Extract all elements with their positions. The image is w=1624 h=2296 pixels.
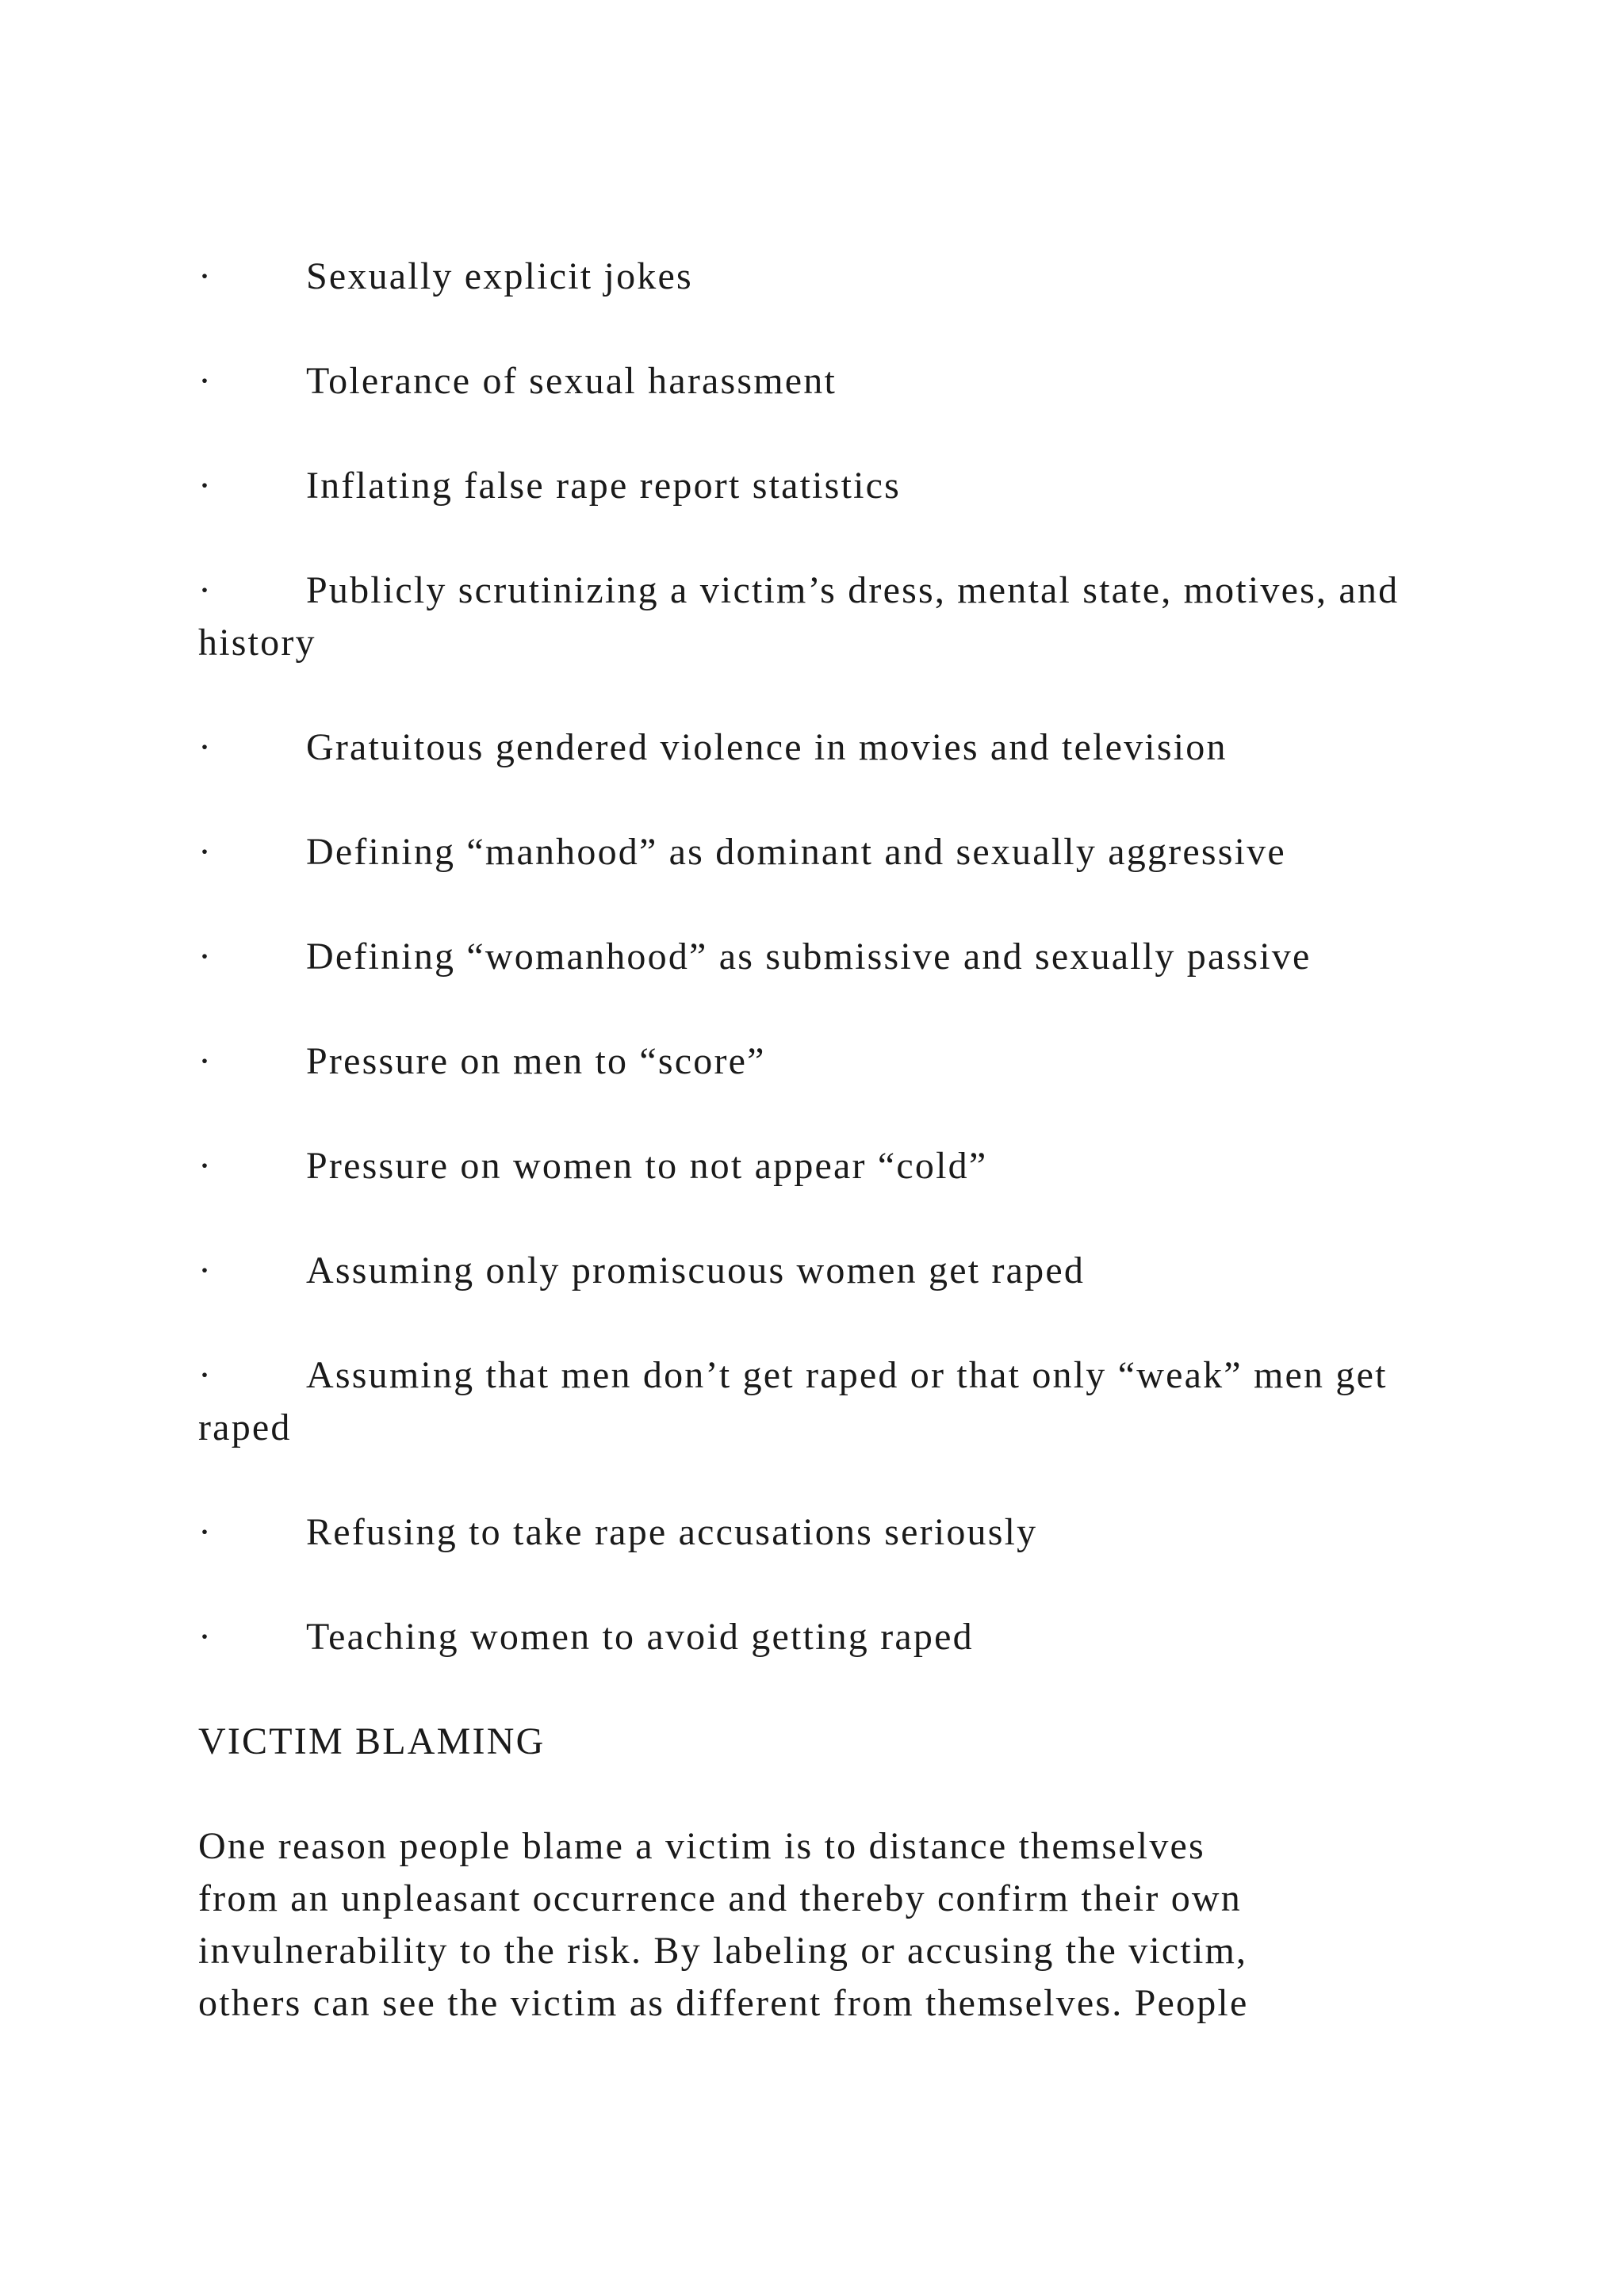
bullet-icon: ·: [198, 1354, 213, 1396]
bullet-icon: ·: [198, 936, 213, 978]
bullet-icon: ·: [198, 726, 213, 768]
bullet-icon: ·: [198, 569, 213, 611]
bullet-icon: ·: [198, 1145, 213, 1187]
list-item-text: Sexually explicit jokes: [306, 255, 693, 297]
document-body: [198, 251, 1435, 2030]
list-item: [198, 1611, 1435, 1663]
list-item: [198, 1140, 1435, 1192]
list-item-text: Inflating false rape report statistics: [306, 465, 902, 507]
paragraph-line: One reason people blame a victim is to distance themselves: [198, 1825, 1205, 1867]
list-item-text: Teaching women to avoid getting raped: [306, 1616, 974, 1658]
list-item-text: Defining “womanhood” as submissive and sexually passive: [306, 936, 1312, 978]
bullet-icon: ·: [198, 1511, 213, 1553]
list-item: [198, 355, 1435, 408]
list-item: [198, 1349, 1435, 1454]
list-item: [198, 826, 1435, 878]
list-item: [198, 564, 1435, 669]
bullet-icon: ·: [198, 831, 213, 873]
paragraph-line: others can see the victim as different from themselves. People: [198, 1982, 1249, 2024]
bullet-icon: ·: [198, 1040, 213, 1082]
bullet-icon: ·: [198, 255, 213, 297]
list-item: [198, 1506, 1435, 1559]
paragraph-line: from an unpleasant occurrence and thereby confirm their own: [198, 1877, 1242, 1919]
section-heading: VICTIM BLAMING: [198, 1720, 546, 1762]
list-item-text: Assuming that men don’t get raped or that only “weak” men get raped: [198, 1354, 1388, 1448]
list-item-text: Refusing to take rape accusations seriously: [306, 1511, 1038, 1553]
list-item-text: Publicly scrutinizing a victim’s dress, mental state, motives, and history: [198, 569, 1400, 664]
list-item: [198, 1035, 1435, 1088]
bullet-icon: ·: [198, 1616, 213, 1658]
list-item-text: Tolerance of sexual harassment: [306, 360, 837, 402]
list-item-text: Assuming only promiscuous women get raped: [306, 1249, 1086, 1292]
list-item-text: Pressure on women to not appear “cold”: [306, 1145, 988, 1187]
list-item: [198, 460, 1435, 512]
list-item-text: Defining “manhood” as dominant and sexually aggressive: [306, 831, 1286, 873]
list-item-text: Pressure on men to “score”: [306, 1040, 766, 1082]
bullet-icon: ·: [198, 1249, 213, 1292]
bullet-icon: ·: [198, 465, 213, 507]
list-item: [198, 721, 1435, 774]
bullet-icon: ·: [198, 360, 213, 402]
list-item-text: Gratuitous gendered violence in movies and television: [306, 726, 1228, 768]
list-item: [198, 1245, 1435, 1297]
body-paragraph: [198, 1820, 1435, 2030]
paragraph-line: invulnerability to the risk. By labeling or accusing the victim,: [198, 1930, 1248, 1972]
list-item: [198, 931, 1435, 983]
list-item: [198, 251, 1435, 303]
